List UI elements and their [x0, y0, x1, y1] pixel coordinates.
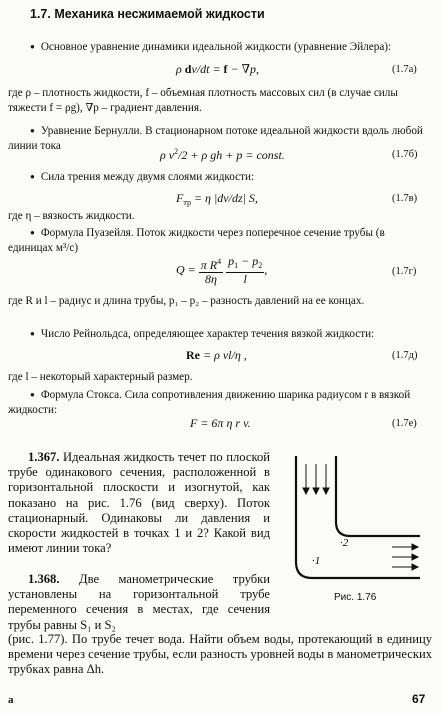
bernoulli-intro: ● Уравнение Бернулли. В стационарном потоке идеальной жидкости вдоль любой линии тока: [8, 124, 432, 153]
reynolds-intro: ● Число Рейнольдса, определяющее характер течения вязкой жидкости:: [8, 327, 432, 342]
stokes-formula: F = 6π η r v.: [190, 416, 251, 430]
problem-text-1-367: Идеальная жидкость течет по плоской трубе одинакового сечения, расположенной в горизонтальной плоскости и изогнутой, как показано на рис. 1.76 (вид сверху). Поток стационарный. Одинаковы ли давления и скорости жидкостей в точках 1 и 2? Какой вид имеют линии тока?: [8, 450, 270, 556]
figure-caption: Рис. 1.76: [334, 592, 377, 603]
eq-number-1-7d: (1.7д): [392, 350, 418, 361]
problem-1-368-part-b: (рис. 1.77). По трубе течет вода. Найти объем воды, протекающий в единицу времени через сечение трубы, если разность уровней воды в манометрических трубках равна Δh.: [8, 632, 432, 677]
eq-number-1-7a: (1.7а): [392, 64, 417, 75]
outflow-arrows-icon: [392, 544, 418, 570]
poiseuille-explanation: где R и l – радиус и длина трубы, p₁ – p₂ – разность давлений на ее концах.: [8, 295, 365, 307]
euler-intro: ● Основное уравнение динамики идеальной жидкости (уравнение Эйлера):: [8, 40, 432, 55]
friction-intro: ● Сила трения между двумя слоями жидкости:: [8, 170, 432, 185]
friction-explanation: где η – вязкость жидкости.: [8, 210, 135, 222]
eq-number-1-7v: (1.7в): [392, 193, 418, 204]
poiseuille-intro: ● Формула Пуазейля. Поток жидкости через поперечное сечение трубы (в единицах м³/с): [8, 226, 432, 255]
section-heading: 1.7. Механика несжимаемой жидкости: [30, 7, 265, 21]
problem-number-1-368: 1.368.: [28, 572, 60, 586]
inflow-arrows-icon: [303, 464, 329, 494]
euler-formula: ρ dv/dt = f − ∇p,: [176, 62, 260, 76]
reynolds-explanation: где l – некоторый характерный размер.: [8, 371, 193, 383]
problem-1-367: [8, 450, 270, 556]
figure-1-76-bent-pipe: [284, 452, 434, 592]
problem-text-1-368-a: Две манометрические трубки установлены на горизонтальной трубе переменного сечения в местах, где сечения трубы равны S₁ и S₂: [8, 572, 270, 632]
page-number: 67: [412, 692, 426, 706]
friction-formula: $F_{тр} = \eta$ |dv/dz| S,: [176, 191, 258, 207]
figure-point-2: ·2: [340, 537, 349, 549]
stokes-intro: ● Формула Стокса. Сила сопротивления движению шарика радиусом r в вязкой жидкости:: [8, 388, 432, 417]
reynolds-formula: Re = ρ vl/η ,: [186, 348, 247, 362]
problem-1-368-part-a: [8, 572, 270, 633]
figure-point-1: ·1: [312, 555, 321, 567]
eq-number-1-7b: (1.7б): [392, 149, 418, 160]
problem-number-1-367: 1.367.: [28, 450, 60, 464]
footer-mark: a: [8, 694, 14, 706]
poiseuille-formula: Q = $\frac{\pi R^4}{8\eta}$ $\frac{p_1 - p_2}{l}$ ,: [176, 254, 268, 286]
bernoulli-formula: ρ $v^2/2 + \rho$ gh + p = const.: [160, 147, 285, 162]
pipe-inner-wall: [336, 456, 420, 536]
eq-number-1-7e: (1.7е): [392, 418, 417, 429]
euler-explanation: где ρ – плотность жидкости, f – объемная плотность массовых сил (в случае силы тяжести f = ρg), ∇p – градиент давления.: [8, 87, 398, 114]
eq-number-1-7g: (1.7г): [392, 266, 417, 277]
